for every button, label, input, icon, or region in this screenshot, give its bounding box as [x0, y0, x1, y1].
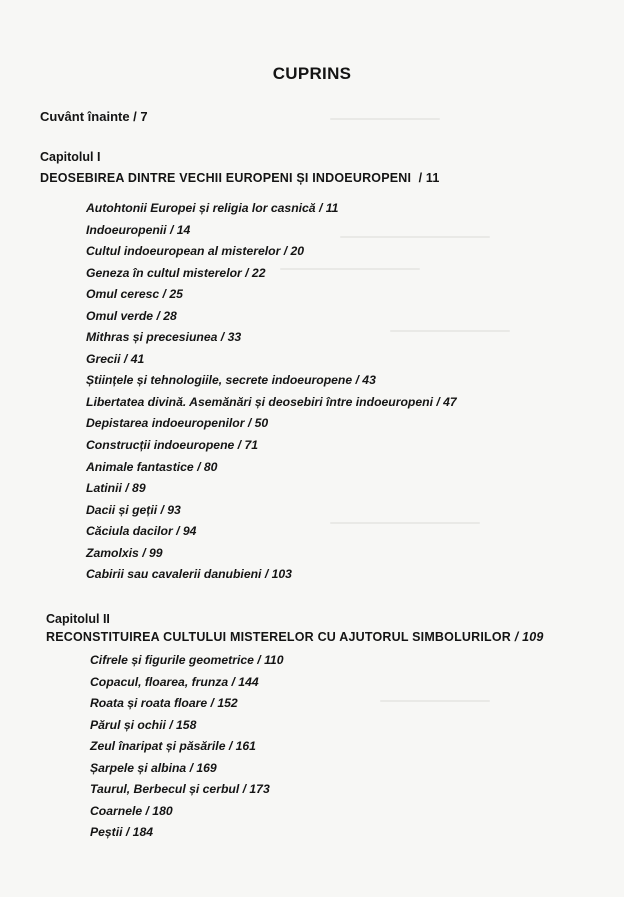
chapter-1-title: DEOSEBIREA DINTRE VECHII EUROPENI ȘI INDOEUROPENI — [40, 171, 412, 185]
toc-entry: Căciula dacilor / 94 — [86, 524, 197, 539]
toc-entry: Libertatea divină. Asemănări și deosebiri între indoeuropeni / 47 — [86, 394, 457, 409]
chapter-2-title: RECONSTITUIREA CULTULUI MISTERELOR CU AJUTORUL SIMBOLURILOR — [46, 630, 512, 644]
chapter-2-entries — [90, 650, 284, 844]
toc-entry: Cabirii sau cavalerii danubieni / 103 — [86, 567, 292, 582]
toc-entry: Zamolxis / 99 — [86, 545, 163, 560]
chapter-1-label: Capitolul I — [40, 150, 101, 164]
toc-entry: Dacii și geții / 93 — [86, 502, 181, 517]
chapter-2-heading — [46, 630, 544, 644]
toc-entry: Părul și ochii / 158 — [90, 717, 197, 732]
toc-entry: Geneza în cultul misterelor / 22 — [86, 265, 266, 280]
toc-entry: Latinii / 89 — [86, 481, 146, 496]
toc-entry: Grecii / 41 — [86, 351, 145, 366]
toc-entry: Omul verde / 28 — [86, 308, 177, 323]
show-through-mark — [330, 118, 440, 120]
toc-entry: Șarpele și albina / 169 — [90, 760, 217, 775]
toc-entry: Construcții indoeuropene / 71 — [86, 438, 258, 453]
chapter-2-label: Capitolul II — [46, 612, 110, 626]
chapter-1-heading — [40, 171, 440, 185]
chapter-2-page: / 109 — [514, 630, 544, 644]
toc-entry: Omul ceresc / 25 — [86, 287, 183, 302]
toc-entry: Depistarea indoeuropenilor / 50 — [86, 416, 269, 431]
toc-entry: Peștii / 184 — [90, 825, 154, 839]
toc-entry: Coarnele / 180 — [90, 803, 173, 818]
toc-entry: Roata și roata floare / 152 — [90, 696, 238, 710]
chapter-1-entries — [86, 198, 457, 586]
foreword-entry: Cuvânt înainte / 7 — [40, 109, 148, 124]
toc-entry: Zeul înaripat și păsările / 161 — [90, 739, 256, 753]
toc-entry: Cultul indoeuropean al misterelor / 20 — [86, 244, 305, 259]
toc-entry: Taurul, Berbecul și cerbul / 173 — [90, 782, 270, 796]
toc-entry: Animale fantastice / 80 — [86, 459, 218, 474]
toc-entry: Științele și tehnologiile, secrete indoeuropene / 43 — [86, 373, 376, 388]
toc-entry: Cifrele și figurile geometrice / 110 — [90, 653, 284, 667]
toc-entry: Copacul, floarea, frunza / 144 — [90, 674, 259, 689]
page-title: CUPRINS — [272, 64, 352, 83]
toc-entry: Indoeuropenii / 14 — [86, 222, 191, 237]
toc-entry: Autohtonii Europei și religia lor casnică / 11 — [86, 201, 339, 215]
chapter-1-page: / 11 — [418, 171, 440, 185]
show-through-mark — [380, 700, 490, 702]
toc-entry: Mithras și precesiunea / 33 — [86, 330, 242, 345]
